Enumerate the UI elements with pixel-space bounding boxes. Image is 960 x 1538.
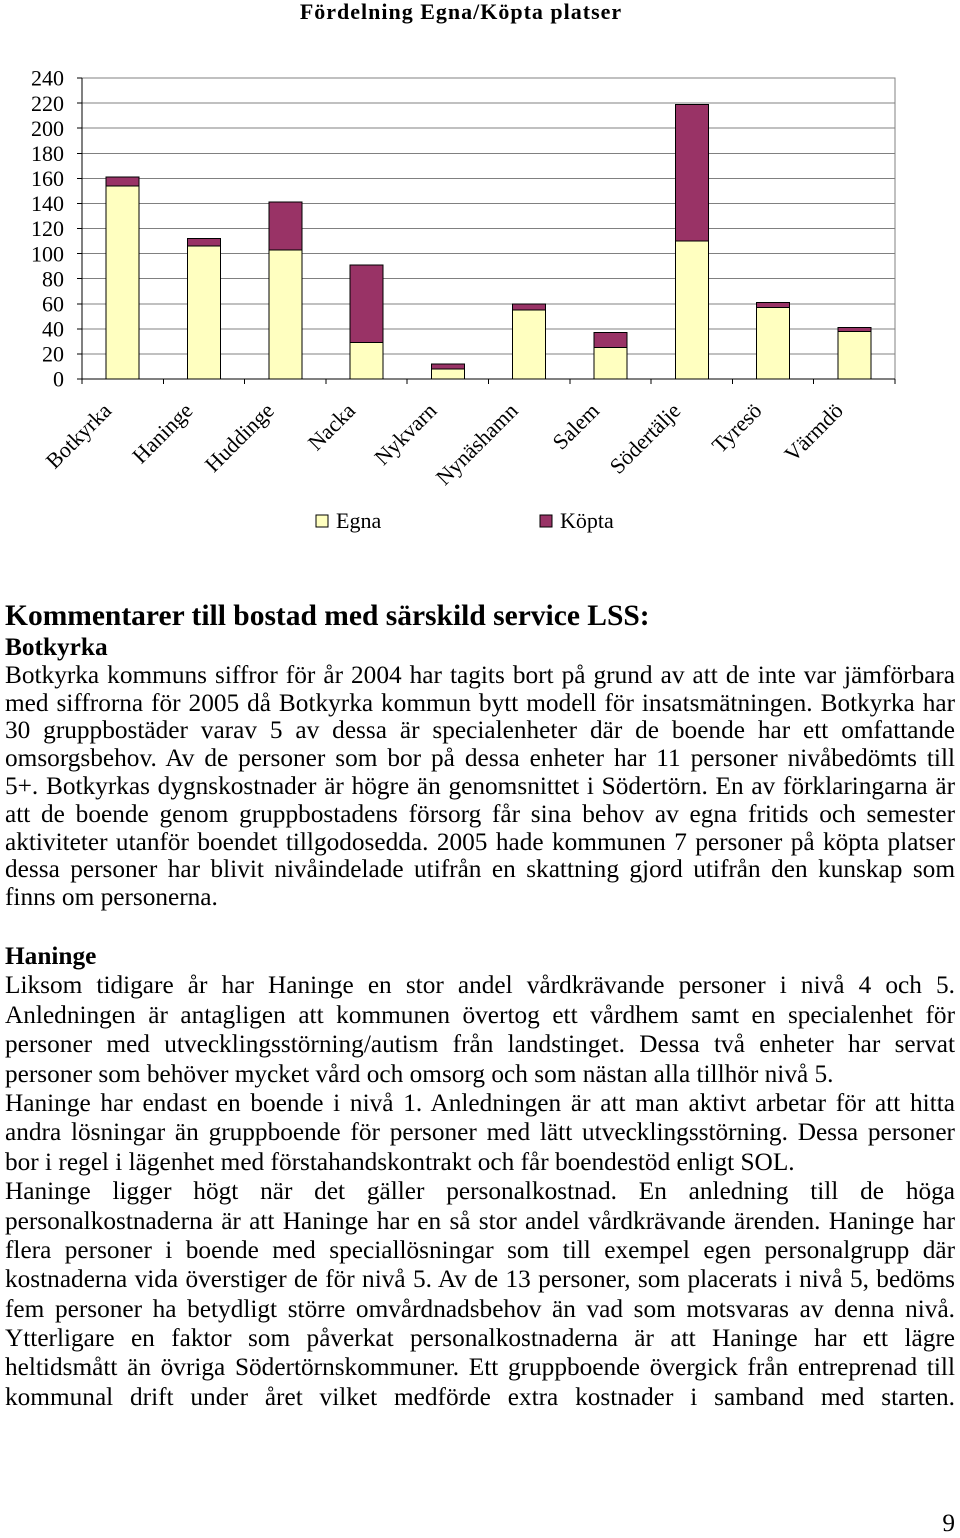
y-tick-label: 200 (31, 115, 64, 141)
text-line: personer som behöver mycket vård och omsorg och som nästan alla tillhör nivå 5. (5, 1059, 834, 1088)
text-line: Liksom tidigare år har Haninge en stor andel vårdkrävande personer i nivå 4 och 5. (5, 971, 955, 1000)
x-tick-label: Södertälje (604, 397, 686, 479)
x-tick-label: Nykvarn (369, 397, 442, 470)
bar-egna-huddinge (269, 250, 302, 379)
y-tick-label: 40 (42, 316, 64, 342)
legend-swatch-kopta (540, 515, 552, 527)
text-line: andra lösningar än gruppboende för personer med lätt utvecklingsstörning. Dessa personer (5, 1118, 955, 1147)
section-title: Botkyrka (5, 633, 108, 661)
x-tick-label: Nynäshamn (430, 397, 523, 490)
text-line: kostnaderna vida överstiger de för nivå 5. Av de 13 personer, som placerats i nivå 5, bedöms (5, 1265, 955, 1294)
bar-kopta-salem (594, 333, 627, 348)
comments-heading: Kommentarer till bostad med särskild service LSS: (5, 600, 650, 632)
section-title: Haninge (5, 942, 97, 970)
bar-kopta-nacka (350, 265, 383, 343)
bar-kopta-varmdo (838, 328, 871, 332)
bar-kopta-tyreso (757, 303, 790, 308)
y-tick-label: 180 (31, 140, 64, 166)
y-tick-label: 80 (42, 266, 64, 292)
section-haninge (5, 942, 955, 1412)
y-tick-label: 160 (31, 166, 64, 192)
text-line: Ytterligare en faktor som påverkat personalkostnaderna är att Haninge har ett lägre (5, 1324, 955, 1353)
y-tick-label: 60 (42, 291, 64, 317)
bar-egna-botkyrka (106, 186, 139, 379)
text-line: Anledningen är antagligen att kommunen övertog ett vårdhem samt en specialenhet för (5, 1000, 955, 1029)
y-tick-label: 120 (31, 216, 64, 242)
text-line: bor i regel i lägenhet med förstahandskontrakt och får boendestöd enligt SOL. (5, 1147, 795, 1176)
text-line: med siffrorna för 2005 då Botkyrka kommun bytt modell för insatsmätningen. Botkyrka har (5, 688, 955, 717)
bar-egna-sodertalje (675, 241, 708, 379)
y-tick-label: 220 (31, 90, 64, 116)
text-line: personer med utvecklingsstörning/autism från landstinget. Dessa två enheter har servat (5, 1030, 955, 1059)
bar-egna-nacka (350, 343, 383, 379)
text-line: Haninge ligger högt när det gäller personalkostnad. En anledning till de höga (5, 1177, 955, 1206)
text-line: 30 gruppbostäder varav 5 av dessa är specialenheter där de boende har ett omfattande (5, 716, 955, 745)
text-line: aktiviteter utanför boendet tillgodosedda. 2005 hade kommunen 7 personer på köpta platser (5, 827, 955, 856)
text-line: fem personer ha betydligt större omvårdnadsbehov än vad som motsvaras av denna nivå. (5, 1294, 955, 1323)
y-tick-label: 0 (53, 366, 64, 392)
bar-egna-salem (594, 348, 627, 379)
x-tick-label: Botkyrka (40, 397, 117, 474)
x-tick-label: Värmdö (779, 397, 848, 467)
bar-egna-tyreso (757, 308, 790, 379)
bar-kopta-sodertalje (675, 104, 708, 241)
text-line: Botkyrka kommuns siffror för år 2004 har tagits bort på grund av att de inte var jämförbara (5, 660, 955, 689)
bar-kopta-huddinge (269, 202, 302, 250)
chart-title: Fördelning Egna/Köpta platser (299, 0, 623, 24)
y-tick-label: 140 (31, 191, 64, 217)
x-tick-label: Nacka (302, 397, 361, 456)
y-tick-label: 20 (42, 341, 64, 367)
x-tick-label: Salem (547, 397, 604, 455)
x-tick-label: Tyresö (706, 397, 767, 458)
text-line: personalkostnaderna är att Haninge har en så stor andel vårdkrävande ärenden. Haninge har (5, 1206, 955, 1235)
legend-label-kopta: Köpta (560, 508, 614, 533)
bar-kopta-botkyrka (106, 177, 139, 186)
bar-egna-nykvarn (431, 369, 464, 379)
bar-egna-nynashamn (513, 310, 546, 379)
bar-kopta-nynashamn (513, 304, 546, 310)
bar-egna-haninge (187, 246, 220, 379)
x-tick-label: Huddinge (199, 397, 279, 477)
bar-kopta-nykvarn (431, 364, 464, 369)
text-line: 5+. Botkyrkas dygnskostnader är högre än genomsnittet i Södertörn. En av förklaringarna är (5, 771, 955, 800)
y-tick-label: 100 (31, 241, 64, 267)
x-tick-label: Haninge (127, 397, 198, 469)
bar-kopta-haninge (187, 239, 220, 247)
text-line: Haninge har endast en boende i nivå 1. Anledningen är att man aktivt arbetar för att hitta (5, 1088, 955, 1117)
legend-label-egna: Egna (336, 508, 382, 533)
text-line: heltidsmått än övriga Södertörnskommuner. Ett gruppboende övergick från entreprenad till (5, 1353, 955, 1382)
y-tick-label: 240 (31, 65, 64, 91)
text-line: finns om personerna. (5, 883, 218, 912)
page-number: 9 (942, 1509, 955, 1537)
text-line: omsorgsbehov. Av de personer som bor på dessa enheter har 11 personer nivåbedömts till (5, 744, 955, 773)
text-line: flera personer i boende med speciallösningar som till exempel egen personalgrupp där (5, 1235, 955, 1264)
section-botkyrka (5, 634, 955, 912)
text-line: dessa personer har blivit nivåindelade utifrån en skattning gjord utifrån den kunskap som (5, 855, 955, 884)
legend-swatch-egna (316, 515, 328, 527)
bar-egna-varmdo (838, 331, 871, 379)
text-line: kommunal drift under året vilket medförde extra kostnader i samband med starten. (5, 1382, 955, 1411)
text-line: att de boende genom gruppbostadens försorg får sina behov av egna fritids och semester (5, 799, 955, 828)
stacked-bar-chart (0, 0, 960, 560)
